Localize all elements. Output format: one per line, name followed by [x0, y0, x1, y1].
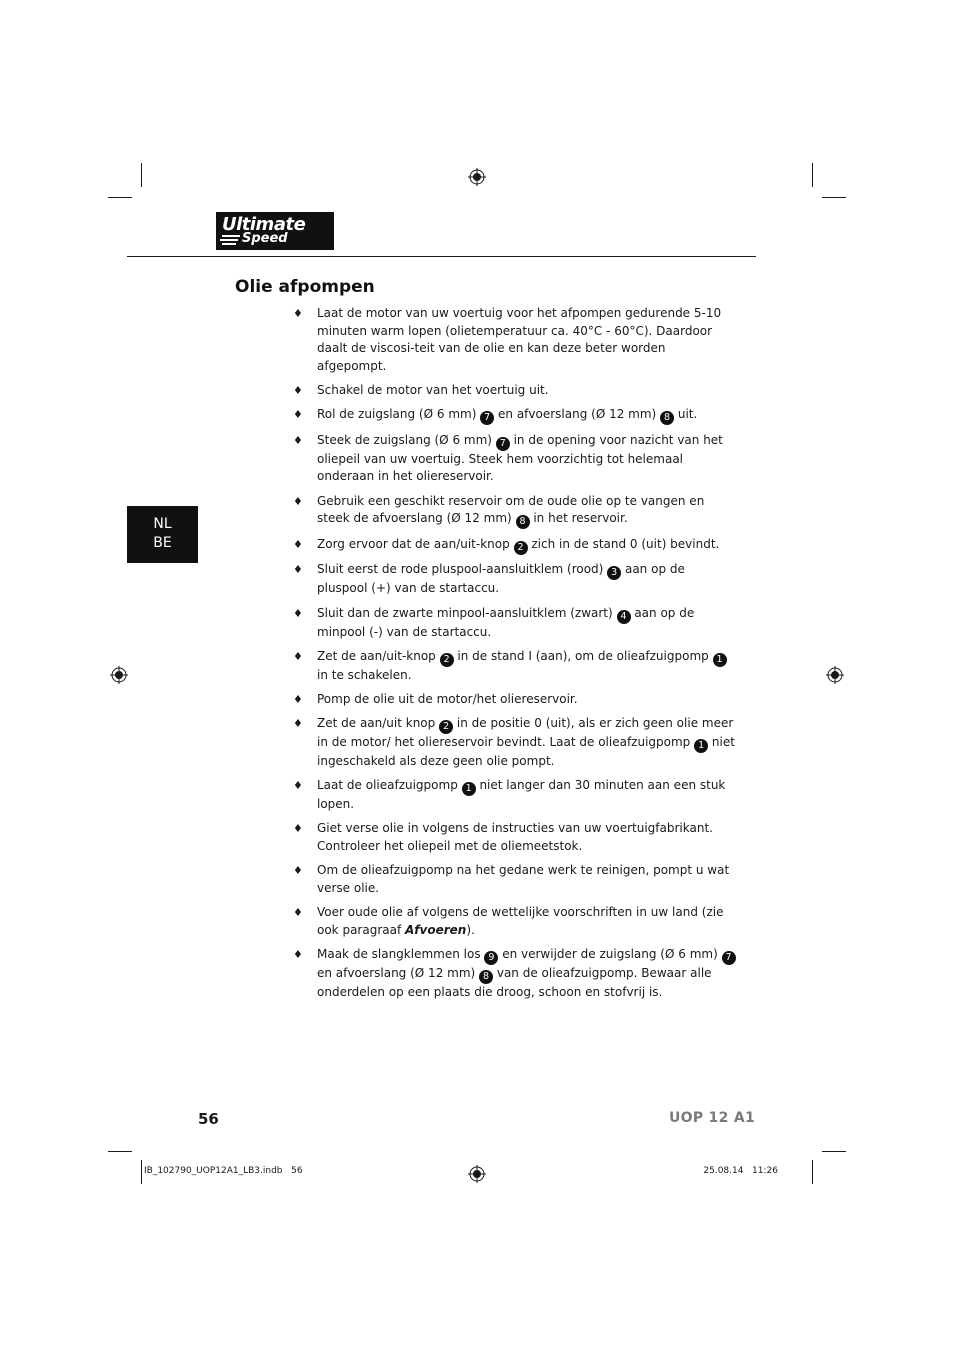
registration-mark-icon — [468, 1165, 486, 1183]
registration-mark-icon — [826, 666, 844, 684]
item-text: Laat de olieafzuigpomp — [317, 778, 462, 793]
item-text: Giet verse olie in volgens de instructies van uw voertuigfabrikant. Controleer het oliepeil met de oliemeetstok. — [317, 821, 713, 854]
item-text: in te schakelen. — [317, 667, 412, 682]
part-number-badge: 3 — [607, 566, 621, 580]
list-item — [290, 946, 738, 1002]
bullet-diamond-icon: ♦ — [293, 433, 303, 447]
item-text: Om de olieafzuigpomp na het gedane werk te reinigen, pompt u wat verse olie. — [317, 863, 730, 895]
logo-text-ultimate: Ultimate — [222, 214, 306, 235]
list-item — [290, 305, 738, 375]
item-text: aan op de pluspool (+) van de startaccu. — [317, 562, 685, 596]
part-number-badge: 2 — [439, 720, 453, 734]
crop-mark — [812, 163, 813, 187]
list-item — [290, 605, 738, 642]
part-number-badge: 1 — [462, 782, 476, 796]
crop-mark — [822, 197, 846, 198]
item-text: en verwijder de zuigslang (Ø 6 mm) — [498, 946, 722, 961]
crop-mark — [108, 197, 132, 198]
part-number-badge: 7 — [722, 951, 736, 965]
item-text: in de opening voor nazicht van het oliepeil van uw voertuig. Steek hem voorzichtig tot helemaal onderaan in het oliereservoir. — [317, 432, 723, 484]
item-text: in het reservoir. — [529, 511, 628, 526]
crop-mark — [812, 1160, 813, 1184]
part-number-badge: 9 — [484, 951, 498, 965]
list-item — [290, 493, 738, 530]
section-title: Olie afpompen — [235, 277, 375, 297]
bullet-diamond-icon: ♦ — [293, 408, 303, 422]
item-text: Maak de slangklemmen los — [317, 946, 485, 961]
list-item — [290, 691, 738, 709]
language-tab-nl: NL — [153, 516, 172, 532]
instruction-list-container — [290, 305, 738, 1008]
bullet-diamond-icon: ♦ — [293, 383, 303, 397]
registration-mark-icon — [468, 168, 486, 186]
crop-mark — [822, 1151, 846, 1152]
part-number-badge: 2 — [440, 653, 454, 667]
crop-mark — [141, 1160, 142, 1184]
bullet-diamond-icon: ♦ — [293, 822, 303, 836]
list-item — [290, 904, 738, 939]
item-text: Zorg ervoor dat de aan/uit-knop — [317, 536, 514, 551]
list-item — [290, 648, 738, 685]
list-item — [290, 777, 738, 814]
item-text: in de positie 0 (uit), als er zich geen olie meer in de motor/ het oliereservoir bevindt. Laat de olieafzuigpomp — [317, 716, 734, 750]
list-item — [290, 432, 738, 486]
bullet-diamond-icon: ♦ — [293, 717, 303, 731]
part-number-badge: 8 — [516, 515, 530, 529]
bullet-diamond-icon: ♦ — [293, 537, 303, 551]
bullet-diamond-icon: ♦ — [293, 649, 303, 663]
instruction-list — [290, 305, 738, 1001]
item-text: zich in de stand 0 (uit) bevindt. — [527, 536, 720, 551]
item-text: in de stand I (aan), om de olieafzuigpomp — [453, 648, 713, 663]
list-item — [290, 382, 738, 400]
item-text: Steek de zuigslang (Ø 6 mm) — [317, 432, 496, 447]
item-text: ). — [466, 922, 475, 937]
bullet-diamond-icon: ♦ — [293, 307, 303, 320]
crop-mark — [108, 1151, 132, 1152]
item-text: niet ingeschakeld als deze geen olie pompt. — [317, 735, 735, 769]
bold-reference: Afvoeren — [405, 922, 467, 937]
item-text: Zet de aan/uit knop — [317, 716, 440, 731]
model-number: UOP 12 A1 — [668, 1110, 755, 1126]
item-text: Voer oude olie af volgens de wettelijke voorschriften in uw land (zie ook paragraaf — [317, 905, 724, 937]
bullet-diamond-icon: ♦ — [293, 494, 303, 508]
list-item — [290, 561, 738, 598]
print-datetime: 25.08.14 11:26 — [703, 1166, 778, 1176]
bullet-diamond-icon: ♦ — [293, 563, 303, 577]
list-item — [290, 715, 738, 771]
logo-stripes-icon — [220, 234, 242, 246]
item-text: Schakel de motor van het voertuig uit. — [317, 382, 549, 397]
item-text: aan op de minpool (-) van de startaccu. — [317, 605, 695, 639]
brand-logo — [216, 212, 334, 250]
print-file-info: IB_102790_UOP12A1_LB3.indb 56 — [144, 1166, 303, 1176]
item-text: en afvoerslang (Ø 12 mm) — [317, 965, 480, 980]
item-text: en afvoerslang (Ø 12 mm) — [494, 407, 661, 422]
language-tab-be: BE — [153, 535, 172, 551]
header-rule — [127, 256, 756, 257]
language-tab — [127, 506, 198, 563]
logo-text-speed: Speed — [242, 231, 288, 246]
part-number-badge: 1 — [694, 739, 708, 753]
bullet-diamond-icon: ♦ — [293, 864, 303, 878]
item-text: Sluit eerst de rode pluspool-aansluitklem (rood) — [317, 562, 608, 577]
item-text: Rol de zuigslang (Ø 6 mm) — [317, 407, 481, 422]
bullet-diamond-icon: ♦ — [293, 606, 303, 620]
part-number-badge: 2 — [514, 541, 528, 555]
bullet-diamond-icon: ♦ — [293, 692, 303, 706]
bullet-diamond-icon: ♦ — [293, 779, 303, 793]
bullet-diamond-icon: ♦ — [293, 947, 303, 961]
crop-mark — [141, 163, 142, 187]
item-text: Pomp de olie uit de motor/het oliereservoir. — [317, 691, 578, 706]
item-text: Gebruik een geschikt reservoir om de oude olie op te vangen en steek de afvoerslang (Ø 12 mm) — [317, 493, 705, 526]
item-text: Zet de aan/uit-knop — [317, 648, 440, 663]
item-text: van de olieafzuigpomp. Bewaar alle onderdelen op een plaats die droog, schoon en stofvrij is. — [317, 965, 712, 999]
part-number-badge: 8 — [660, 411, 674, 425]
list-item — [290, 406, 738, 425]
list-item — [290, 820, 738, 855]
item-text: Sluit dan de zwarte minpool-aansluitklem (zwart) — [317, 605, 617, 620]
part-number-badge: 4 — [617, 610, 631, 624]
registration-mark-icon — [110, 666, 128, 684]
part-number-badge: 7 — [496, 437, 510, 451]
item-text: niet langer dan 30 minuten aan een stuk lopen. — [317, 778, 726, 812]
item-text: Laat de motor van uw voertuig voor het afpompen gedurende 5-10 minuten warm lopen (olietemperatuur ca. 40°C - 60°C). Daardoor daalt de viscosi-teit van de olie en kan deze beter worden afgepompt. — [317, 306, 722, 373]
item-text: uit. — [674, 407, 698, 422]
part-number-badge: 8 — [479, 970, 493, 984]
bullet-diamond-icon: ♦ — [293, 906, 303, 919]
list-item — [290, 862, 738, 897]
part-number-badge: 7 — [480, 411, 494, 425]
page-number: 56 — [198, 1110, 219, 1128]
list-item — [290, 536, 738, 555]
part-number-badge: 1 — [713, 653, 727, 667]
